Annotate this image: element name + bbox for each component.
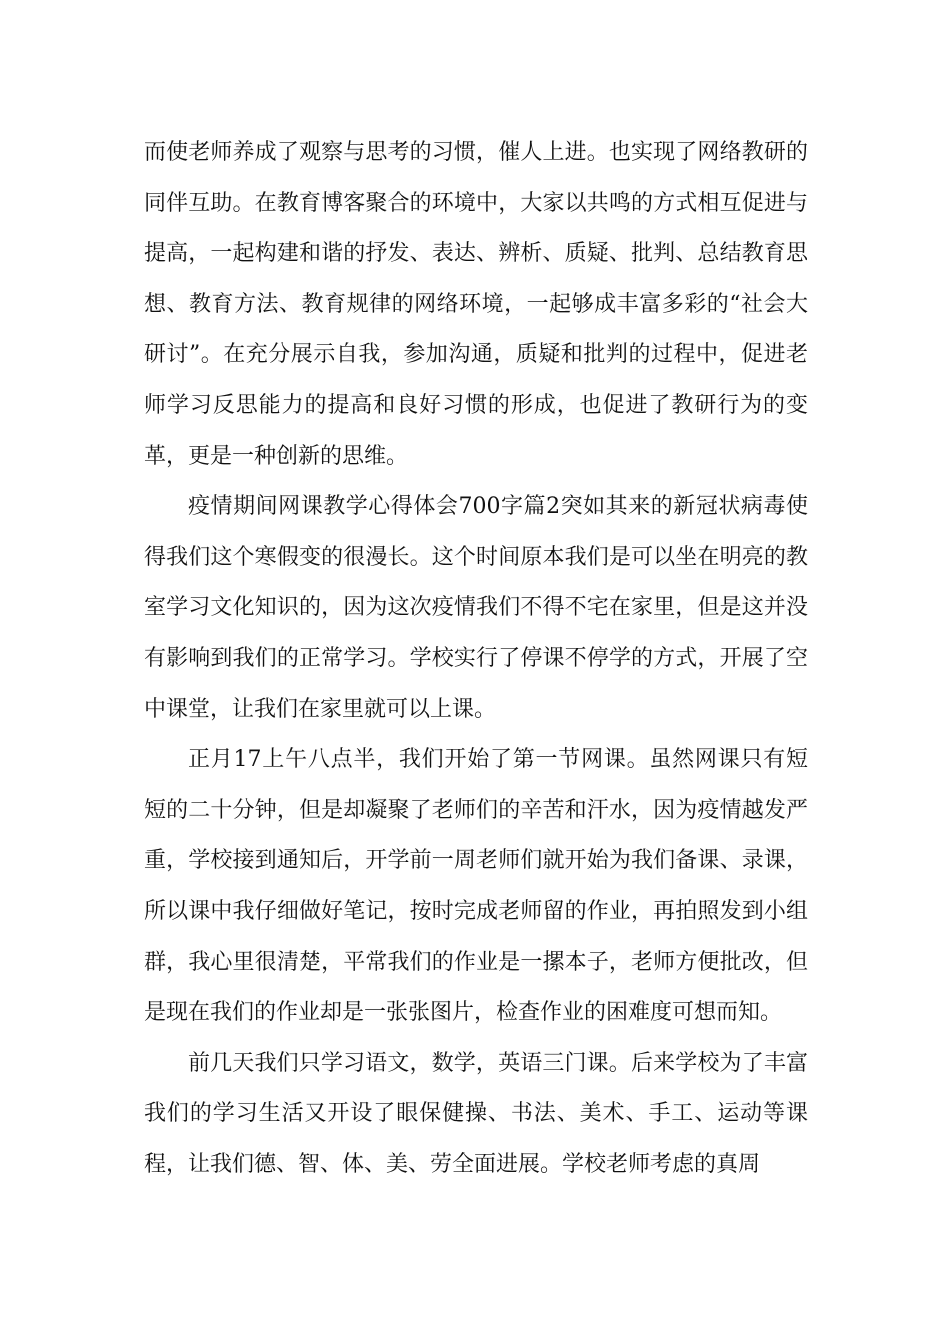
paragraph-essay-2-intro: 疫情期间网课教学心得体会700字篇2突如其来的新冠状病毒使得我们这个寒假变的很漫长。这个时间原本我们是可以坐在明亮的教室学习文化知识的，因为这次疫情我们不得不宅在家里，但是这并没有影响到我们的正常学习。学校实行了停课不停学的方式，开展了空中课堂，让我们在家里就可以上课。 xyxy=(144,494,808,722)
paragraph-first-online-class: 正月17上午八点半，我们开始了第一节网课。虽然网课只有短短的二十分钟，但是却凝聚了老师们的辛苦和汗水，因为疫情越发严重，学校接到通知后，开学前一周老师们就开始为我们备课、录课，所以课中我仔细做好笔记，按时完成老师留的作业，再拍照发到小组群，我心里很清楚，平常我们的作业是一摞本子，老师方便批改，但是现在我们的作业却是一张张图片，检查作业的困难度可想而知。 xyxy=(144,747,808,1026)
paragraph-continuation: 而使老师养成了观察与思考的习惯，催人上进。也实现了网络教研的同伴互助。在教育博客聚合的环境中，大家以共鸣的方式相互促进与提高，一起构建和谐的抒发、表达、辨析、质疑、批判、总结教育思想、教育方法、教育规律的网络环境，一起够成丰富多彩的“社会大研讨”。在充分展示自我，参加沟通，质疑和批判的过程中，促进老师学习反思能力的提高和良好习惯的形成，也促进了教研行为的变革，更是一种创新的思维。 xyxy=(144,140,808,469)
paragraph-courses: 前几天我们只学习语文，数学，英语三门课。后来学校为了丰富我们的学习生活又开设了眼保健操、书法、美术、手工、运动等课程，让我们德、智、体、美、劳全面进展。学校老师考虑的真周 xyxy=(144,1050,808,1177)
body-text xyxy=(144,128,808,1190)
